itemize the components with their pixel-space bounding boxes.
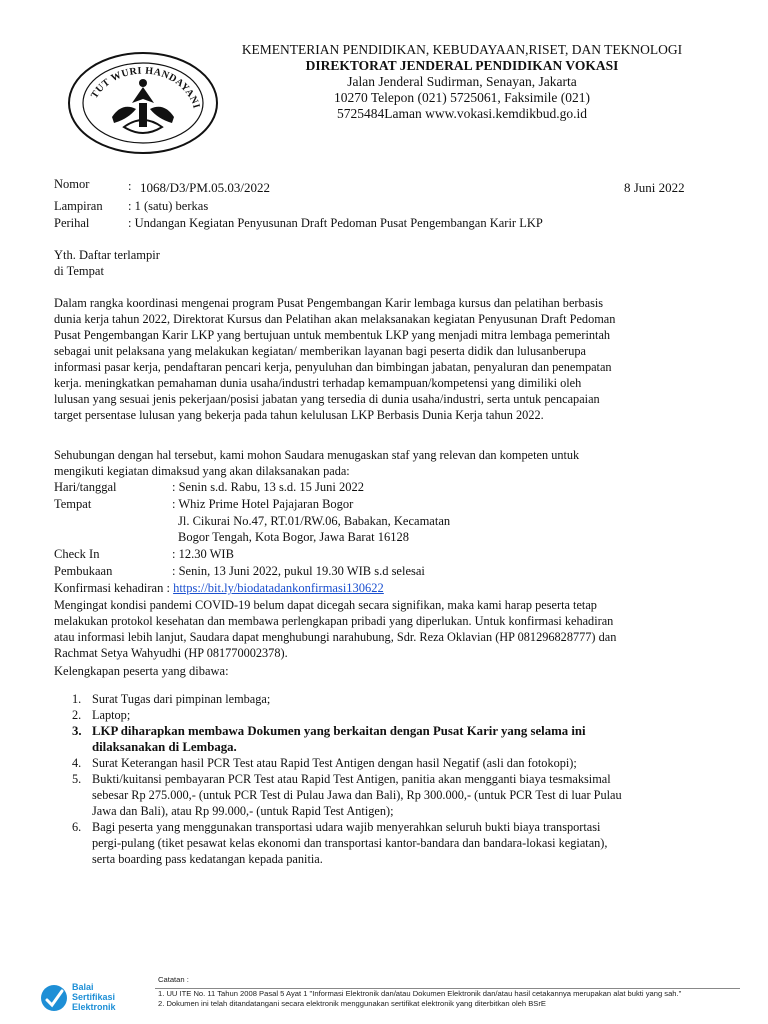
tempat-value-2: Jl. Cikurai No.47, RT.01/RW.06, Babakan, Kecamatan	[178, 514, 451, 528]
bse-line-3: Elektronik	[72, 1002, 116, 1012]
bse-line-2: Sertifikasi	[72, 992, 116, 1002]
list-item: 2. Laptop;	[72, 708, 131, 722]
kelengkapan-list	[54, 691, 700, 867]
tempat-value-1: : Whiz Prime Hotel Pajajaran Bogor	[172, 497, 354, 511]
recipient-line-1: Yth. Daftar terlampir	[54, 248, 160, 262]
address-line-1: Jalan Jenderal Sudirman, Senayan, Jakarta	[347, 74, 577, 89]
konfirmasi-row	[54, 580, 384, 596]
kelengkapan-title: Kelengkapan peserta yang dibawa:	[54, 664, 229, 678]
recipient-line-2: di Tempat	[54, 264, 104, 278]
pembukaan-label: Pembukaan	[54, 564, 113, 578]
konfirmasi-label: Konfirmasi kehadiran :	[54, 581, 170, 595]
list-item: 4. Surat Keterangan hasil PCR Test atau Rapid Test Antigen dengan hasil Negatif (asli dan fotokopi);	[72, 756, 577, 770]
catatan-title: Catatan :	[158, 975, 189, 984]
nomor-value: 1068/D3/PM.05.03/2022	[140, 180, 271, 195]
footer-note-1: 1. UU ITE No. 11 Tahun 2008 Pasal 5 Ayat 1 "Informasi Elektronik dan/atau Dokumen Elektronik dan/atau hasil cetakannya merupakan alat bukti yang sah."	[158, 989, 682, 998]
hari-value: : Senin s.d. Rabu, 13 s.d. 15 Juni 2022	[172, 480, 365, 494]
directorate-name: DIREKTORAT JENDERAL PENDIDIKAN VOKASI	[305, 58, 619, 73]
checkin-value: : 12.30 WIB	[172, 547, 234, 561]
nomor-colon: :	[128, 179, 132, 193]
perihal-label: Perihal	[54, 216, 90, 230]
footer-note-2: 2. Dokumen ini telah ditandatangani secara elektronik menggunakan sertifikat elektronik yang diterbitkan oleh BSrE	[158, 999, 546, 1008]
tut-wuri-handayani-logo	[62, 47, 224, 157]
paragraph-intro: Dalam rangka koordinasi mengenai program Pusat Pengembangan Karir lembaga kursus dan pelatihan berbasis dunia kerja tahun 2022, Direktorat Kursus dan Pelatihan akan melaksanakan kegiatan Penyusunan Draft Pedoman Pusat Pengembangan Karir LKP yang bertujuan untuk membentuk LKP yang menjadi mitra lembaga pemerintah sebagai unit pelaksana yang melakukan kegiatan/ memberikan layanan bagi peserta didik dan lulusanberupa informasi pasar kerja, pendaftaran pencari kerja, penyuluhan dan bimbingan jabatan, penyaluran dan penempatan kerja. meningkatkan pemahaman dunia usaha/industri terhadap kemampuan/kompetensi yang dimiliki oleh lulusan yang sesuai jenis pekerjaan/posisi jabatan yang tersedia di dunia usaha/industri, serta untuk pencapaian target persentase lulusan yang bekerja pada tahun kelulusan LKP Berbasis Dunia Kerja tahun 2022.	[54, 296, 616, 422]
paragraph-request: Sehubungan dengan hal tersebut, kami mohon Saudara menugaskan staf yang relevan dan kompeten untuk mengikuti kegiatan dimaksud yang akan dilaksanakan pada:	[54, 448, 580, 478]
nomor-label: Nomor	[54, 177, 90, 191]
letter-date: 8 Juni 2022	[624, 180, 685, 195]
ministry-name: KEMENTERIAN PENDIDIKAN, KEBUDAYAAN,RISET, DAN TEKNOLOGI	[241, 42, 683, 57]
pembukaan-value: : Senin, 13 Juni 2022, pukul 19.30 WIB s.d selesai	[172, 564, 425, 578]
perihal-value: : Undangan Kegiatan Penyusunan Draft Pedoman Pusat Pengembangan Karir LKP	[128, 216, 543, 230]
letterhead	[232, 42, 692, 122]
list-item: 3. LKP diharapkan membawa Dokumen yang berkaitan dengan Pusat Karir yang selama ini dilaksanakan di Lembaga.	[72, 724, 586, 754]
list-item: 1. Surat Tugas dari pimpinan lembaga;	[72, 692, 271, 706]
footer-notes	[158, 975, 681, 1009]
bse-line-1: Balai	[72, 982, 94, 992]
tempat-label: Tempat	[54, 497, 92, 511]
list-item: 6. Bagi peserta yang menggunakan transportasi udara wajib menyerahkan seluruh bukti biaya transportasi pergi-pulang (tiket pesawat kelas ekonomi dan transportasi kantor-bandara dan bandara-lokasi kegiatan), serta boarding pass kedatangan kepada panitia.	[72, 820, 608, 866]
konfirmasi-link[interactable]: https://bit.ly/biodatadankonfirmasi130622	[173, 581, 384, 595]
checkin-label: Check In	[54, 547, 100, 561]
lampiran-label: Lampiran	[54, 199, 103, 213]
paragraph-protocol: Mengingat kondisi pandemi COVID-19 belum dapat dicegah secara signifikan, maka kami harap peserta tetap melakukan protokol kesehatan dan membawa perlengkapan pribadi yang diperlukan. Untuk konfirmasi kehadiran atau informasi lebih lanjut, Saudara dapat menghubungi narahubung, Sdr. Reza Oklavian (HP 081296828777) dan Rachmat Setya Wahyudhi (HP 081770002378).	[54, 598, 617, 660]
bse-logo	[38, 978, 148, 1018]
list-item: 5. Bukti/kuitansi pembayaran PCR Test atau Rapid Test Antigen, panitia akan mengganti biaya tesmaksimal sebesar Rp 275.000,- (untuk PCR Test di Pulau Jawa dan Bali), Rp 300.000,- (untuk PCR Test di luar Pulau Jawa dan Bali), atau Rp 99.000,- (untuk Rapid Test Antigen);	[72, 772, 622, 818]
lampiran-value: : 1 (satu) berkas	[128, 199, 209, 213]
address-line-3: 5725484Laman www.vokasi.kemdikbud.go.id	[337, 106, 587, 121]
logo-motto: TUT WURI HANDAYANI	[89, 65, 202, 111]
tempat-value-3: Bogor Tengah, Kota Bogor, Jawa Barat 16128	[178, 530, 409, 544]
hari-label: Hari/tanggal	[54, 480, 117, 494]
address-line-2: 10270 Telepon (021) 5725061, Faksimile (021)	[333, 90, 591, 105]
